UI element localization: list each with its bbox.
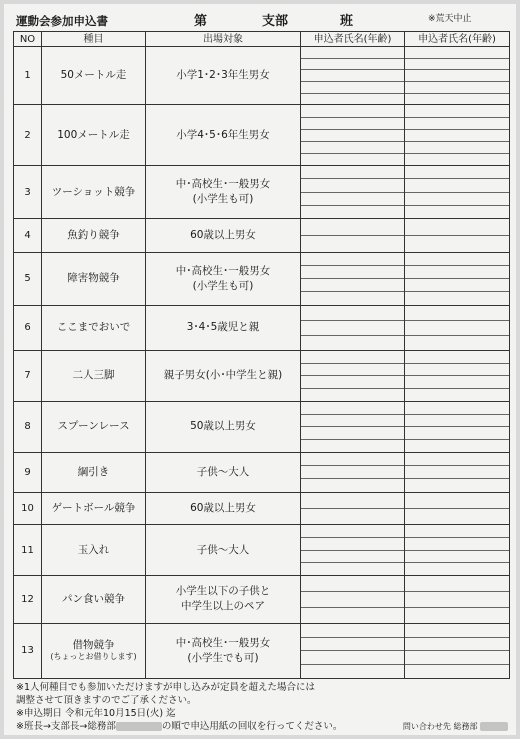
applicant-name-cell-1[interactable] <box>301 576 405 624</box>
writing-lines <box>301 576 404 623</box>
row-number: 13 <box>14 623 42 678</box>
writing-lines <box>405 219 509 252</box>
writing-line[interactable] <box>405 47 509 59</box>
target-line: 中･高校生･一般男女 <box>175 264 271 277</box>
target-cell <box>146 492 301 524</box>
writing-line[interactable] <box>405 193 509 206</box>
note-line-3: ※申込期日 令和元年10月15日(火) 迄 <box>16 708 176 719</box>
writing-line[interactable] <box>301 253 404 266</box>
row-number: 12 <box>14 576 42 624</box>
event-name: 玉入れ <box>77 543 110 556</box>
event-name: ここまでおいで <box>56 321 131 334</box>
event-name: 50メートル走 <box>60 69 127 82</box>
applicant-name-cell-2[interactable] <box>405 576 510 624</box>
note-line-4-post: の順で申込用紙の回収を行ってください。 <box>161 721 343 732</box>
target-cell <box>146 47 301 105</box>
writing-lines <box>405 493 509 524</box>
writing-line[interactable] <box>301 493 404 509</box>
writing-line[interactable] <box>405 665 509 678</box>
application-sheet <box>4 4 516 735</box>
writing-line[interactable] <box>405 364 509 377</box>
table-row <box>14 105 510 166</box>
writing-line[interactable] <box>405 321 509 336</box>
row-number: 4 <box>14 219 42 253</box>
dai-label: 第 <box>194 14 208 29</box>
writing-line[interactable] <box>405 427 509 440</box>
writing-line[interactable] <box>405 236 509 252</box>
writing-line[interactable] <box>301 219 404 236</box>
table-row <box>14 525 510 576</box>
event-cell <box>42 47 146 105</box>
form-header <box>4 4 516 32</box>
header-name-1: 申込者氏名(年齢) <box>301 32 405 47</box>
writing-line[interactable] <box>405 466 509 479</box>
applicant-name-cell-1[interactable] <box>301 525 405 576</box>
writing-line[interactable] <box>405 142 509 154</box>
writing-line[interactable] <box>405 179 509 192</box>
writing-line[interactable] <box>301 206 404 218</box>
header-event: 種目 <box>42 32 146 47</box>
applicant-name-cell-1[interactable] <box>301 452 405 492</box>
applicant-name-cell-2[interactable] <box>405 492 510 524</box>
target-cell <box>146 623 301 678</box>
writing-line[interactable] <box>301 624 404 638</box>
writing-line[interactable] <box>405 118 509 130</box>
applicant-name-cell-1[interactable] <box>301 351 405 402</box>
target-line: (小学生でも可) <box>187 651 259 664</box>
writing-line[interactable] <box>405 376 509 389</box>
writing-line[interactable] <box>301 82 404 94</box>
row-number: 5 <box>14 252 42 305</box>
table-row <box>14 305 510 350</box>
target-line: 親子男女(小･中学生と親) <box>163 369 283 382</box>
writing-line[interactable] <box>301 665 404 678</box>
writing-lines <box>301 105 404 165</box>
writing-line[interactable] <box>405 624 509 638</box>
writing-line[interactable] <box>405 538 509 551</box>
writing-line[interactable] <box>301 376 404 389</box>
writing-lines <box>301 453 404 492</box>
header-name-2: 申込者氏名(年齢) <box>405 32 510 47</box>
row-number: 7 <box>14 351 42 402</box>
header-no: NO <box>14 32 42 47</box>
writing-line[interactable] <box>301 440 404 452</box>
row-number: 8 <box>14 401 42 452</box>
writing-lines <box>405 105 509 165</box>
writing-line[interactable] <box>301 47 404 59</box>
event-cell <box>42 105 146 166</box>
event-name: 障害物競争 <box>67 272 120 285</box>
target-cell <box>146 452 301 492</box>
writing-line[interactable] <box>301 266 404 279</box>
writing-line[interactable] <box>301 551 404 564</box>
writing-line[interactable] <box>301 179 404 192</box>
target-line: 50歳以上男女 <box>190 420 256 433</box>
writing-line[interactable] <box>405 130 509 142</box>
target-line: 中学生以上のペア <box>181 600 265 613</box>
writing-line[interactable] <box>301 118 404 130</box>
writing-line[interactable] <box>405 551 509 564</box>
event-name: 100メートル走 <box>57 128 130 141</box>
applicant-name-cell-2[interactable] <box>405 401 510 452</box>
event-name: 魚釣り競争 <box>67 228 120 241</box>
writing-line[interactable] <box>301 236 404 252</box>
target-cell <box>146 576 301 624</box>
applicant-name-cell-2[interactable] <box>405 452 510 492</box>
target-cell <box>146 105 301 166</box>
redacted-name <box>116 722 162 731</box>
target-line: 60歳以上男女 <box>190 502 256 515</box>
target-line: 小学生以下の子供と <box>175 585 271 598</box>
target-line: 中･高校生･一般男女 <box>175 636 271 649</box>
writing-line[interactable] <box>301 576 404 592</box>
writing-line[interactable] <box>405 509 509 524</box>
writing-line[interactable] <box>405 389 509 401</box>
writing-line[interactable] <box>301 608 404 623</box>
applicant-name-cell-2[interactable] <box>405 105 510 166</box>
event-cell <box>42 351 146 402</box>
event-cell <box>42 525 146 576</box>
writing-line[interactable] <box>301 525 404 538</box>
writing-line[interactable] <box>301 279 404 292</box>
target-cell <box>146 252 301 305</box>
table-row <box>14 401 510 452</box>
writing-line[interactable] <box>405 525 509 538</box>
event-cell <box>42 166 146 219</box>
writing-line[interactable] <box>405 336 509 350</box>
table-row <box>14 576 510 624</box>
applicant-name-cell-1[interactable] <box>301 219 405 253</box>
writing-line[interactable] <box>301 563 404 575</box>
writing-line[interactable] <box>405 351 509 364</box>
writing-line[interactable] <box>301 415 404 428</box>
writing-lines <box>405 306 509 350</box>
applicant-name-cell-2[interactable] <box>405 47 510 105</box>
target-line: 小学1･2･3年生男女 <box>176 69 270 82</box>
writing-line[interactable] <box>405 59 509 71</box>
writing-line[interactable] <box>301 466 404 479</box>
writing-line[interactable] <box>405 292 509 304</box>
table-header-row <box>14 32 510 47</box>
writing-lines <box>405 166 509 218</box>
row-number: 1 <box>14 47 42 105</box>
contact-info <box>403 720 508 733</box>
writing-lines <box>301 166 404 218</box>
writing-lines <box>301 219 404 252</box>
target-line: 小学4･5･6年生男女 <box>176 128 270 141</box>
redacted-contact <box>480 722 508 731</box>
event-name: 綱引き <box>77 465 110 478</box>
writing-lines <box>405 525 509 575</box>
target-cell <box>146 351 301 402</box>
target-line: (小学生も可) <box>192 193 254 206</box>
note-line-4-pre: ※班長→支部長→総務部 <box>16 721 116 732</box>
row-number: 9 <box>14 452 42 492</box>
note-line-2: 調整させて頂きますのでご了承ください。 <box>16 695 197 706</box>
contact-label: 問い合わせ先 総務部 <box>402 722 478 731</box>
writing-line[interactable] <box>301 402 404 415</box>
writing-line[interactable] <box>405 279 509 292</box>
writing-line[interactable] <box>301 321 404 336</box>
han-label: 班 <box>340 14 354 29</box>
event-cell <box>42 452 146 492</box>
event-name: 二人三脚 <box>72 369 115 382</box>
applicant-name-cell-2[interactable] <box>405 525 510 576</box>
target-cell <box>146 166 301 219</box>
writing-line[interactable] <box>405 306 509 321</box>
target-line: 子供～大人 <box>196 465 250 478</box>
writing-line[interactable] <box>301 651 404 665</box>
applicant-name-cell-2[interactable] <box>405 219 510 253</box>
table-body <box>14 47 510 679</box>
row-number: 10 <box>14 492 42 524</box>
writing-line[interactable] <box>405 94 509 105</box>
entry-table <box>13 31 510 679</box>
writing-line[interactable] <box>405 219 509 236</box>
writing-line[interactable] <box>301 130 404 142</box>
applicant-name-cell-1[interactable] <box>301 623 405 678</box>
writing-line[interactable] <box>301 351 404 364</box>
target-cell <box>146 525 301 576</box>
table-row <box>14 252 510 305</box>
applicant-name-cell-2[interactable] <box>405 166 510 219</box>
note-line-1: ※1人何種目でも参加いただけますが申し込みが定員を超えた場合には <box>16 682 316 693</box>
table-row <box>14 351 510 402</box>
table-row <box>14 623 510 678</box>
form-title: 運動会参加申込書 <box>16 14 108 28</box>
writing-line[interactable] <box>405 166 509 179</box>
event-cell <box>42 252 146 305</box>
writing-line[interactable] <box>405 592 509 608</box>
writing-lines <box>405 624 509 678</box>
writing-line[interactable] <box>301 453 404 466</box>
event-cell <box>42 623 146 678</box>
writing-line[interactable] <box>405 608 509 623</box>
writing-lines <box>405 47 509 104</box>
writing-line[interactable] <box>301 166 404 179</box>
writing-line[interactable] <box>405 576 509 592</box>
writing-line[interactable] <box>301 306 404 321</box>
target-line: 3･4･5歳児と親 <box>186 321 260 334</box>
writing-line[interactable] <box>301 592 404 608</box>
writing-lines <box>405 402 509 452</box>
applicant-name-cell-1[interactable] <box>301 252 405 305</box>
applicant-name-cell-1[interactable] <box>301 47 405 105</box>
target-cell <box>146 305 301 350</box>
writing-line[interactable] <box>301 142 404 154</box>
writing-line[interactable] <box>301 154 404 165</box>
writing-line[interactable] <box>301 105 404 117</box>
applicant-name-cell-1[interactable] <box>301 492 405 524</box>
writing-lines <box>301 525 404 575</box>
writing-line[interactable] <box>301 509 404 524</box>
applicant-name-cell-2[interactable] <box>405 351 510 402</box>
target-line: (小学生も可) <box>192 279 254 292</box>
event-cell <box>42 492 146 524</box>
writing-lines <box>301 624 404 678</box>
writing-line[interactable] <box>405 206 509 218</box>
table-row <box>14 452 510 492</box>
event-cell <box>42 305 146 350</box>
writing-line[interactable] <box>301 638 404 652</box>
writing-line[interactable] <box>301 479 404 491</box>
applicant-name-cell-1[interactable] <box>301 305 405 350</box>
writing-line[interactable] <box>405 105 509 117</box>
event-note: (ちょっとお借りします) <box>50 652 137 662</box>
event-name: パン食い競争 <box>62 592 125 605</box>
applicant-name-cell-1[interactable] <box>301 401 405 452</box>
writing-lines <box>301 402 404 452</box>
writing-lines <box>405 453 509 492</box>
writing-line[interactable] <box>301 538 404 551</box>
table-row <box>14 47 510 105</box>
writing-line[interactable] <box>301 364 404 377</box>
applicant-name-cell-1[interactable] <box>301 166 405 219</box>
applicant-name-cell-2[interactable] <box>405 305 510 350</box>
event-name: ゲートボール競争 <box>51 502 136 515</box>
writing-line[interactable] <box>301 292 404 304</box>
writing-line[interactable] <box>301 389 404 401</box>
writing-line[interactable] <box>405 493 509 509</box>
writing-lines <box>405 351 509 401</box>
writing-lines <box>301 351 404 401</box>
row-number: 3 <box>14 166 42 219</box>
event-name: スプーンレース <box>57 420 130 433</box>
writing-line[interactable] <box>301 94 404 105</box>
event-name: ツーショット競争 <box>51 185 136 198</box>
writing-line[interactable] <box>405 415 509 428</box>
applicant-name-cell-2[interactable] <box>405 623 510 678</box>
writing-line[interactable] <box>301 336 404 350</box>
writing-line[interactable] <box>405 253 509 266</box>
writing-line[interactable] <box>301 59 404 71</box>
writing-lines <box>301 47 404 104</box>
writing-line[interactable] <box>405 70 509 82</box>
writing-line[interactable] <box>301 427 404 440</box>
writing-line[interactable] <box>405 563 509 575</box>
table-row <box>14 492 510 524</box>
event-cell <box>42 576 146 624</box>
writing-line[interactable] <box>405 651 509 665</box>
target-line: 中･高校生･一般男女 <box>175 178 271 191</box>
writing-line[interactable] <box>405 266 509 279</box>
writing-line[interactable] <box>405 479 509 491</box>
writing-line[interactable] <box>405 82 509 94</box>
row-number: 6 <box>14 305 42 350</box>
row-number: 11 <box>14 525 42 576</box>
writing-lines <box>405 253 509 305</box>
target-cell <box>146 401 301 452</box>
writing-lines <box>301 306 404 350</box>
writing-line[interactable] <box>405 402 509 415</box>
footer-notes <box>16 681 508 733</box>
applicant-name-cell-2[interactable] <box>405 252 510 305</box>
writing-line[interactable] <box>405 638 509 652</box>
row-number: 2 <box>14 105 42 166</box>
target-line: 60歳以上男女 <box>190 228 256 241</box>
header-target: 出場対象 <box>146 32 301 47</box>
event-cell <box>42 401 146 452</box>
target-cell <box>146 219 301 253</box>
shibu-label: 支部 <box>262 14 289 29</box>
writing-lines <box>301 253 404 305</box>
writing-line[interactable] <box>405 453 509 466</box>
writing-lines <box>301 493 404 524</box>
event-name: 借物競争 <box>72 639 115 652</box>
table-row <box>14 219 510 253</box>
writing-lines <box>405 576 509 623</box>
table-row <box>14 166 510 219</box>
target-line: 子供～大人 <box>196 543 250 556</box>
writing-line[interactable] <box>405 440 509 452</box>
event-cell <box>42 219 146 253</box>
writing-line[interactable] <box>405 154 509 165</box>
applicant-name-cell-1[interactable] <box>301 105 405 166</box>
rain-cancel-note: ※荒天中止 <box>428 14 472 24</box>
writing-line[interactable] <box>301 70 404 82</box>
writing-line[interactable] <box>301 193 404 206</box>
